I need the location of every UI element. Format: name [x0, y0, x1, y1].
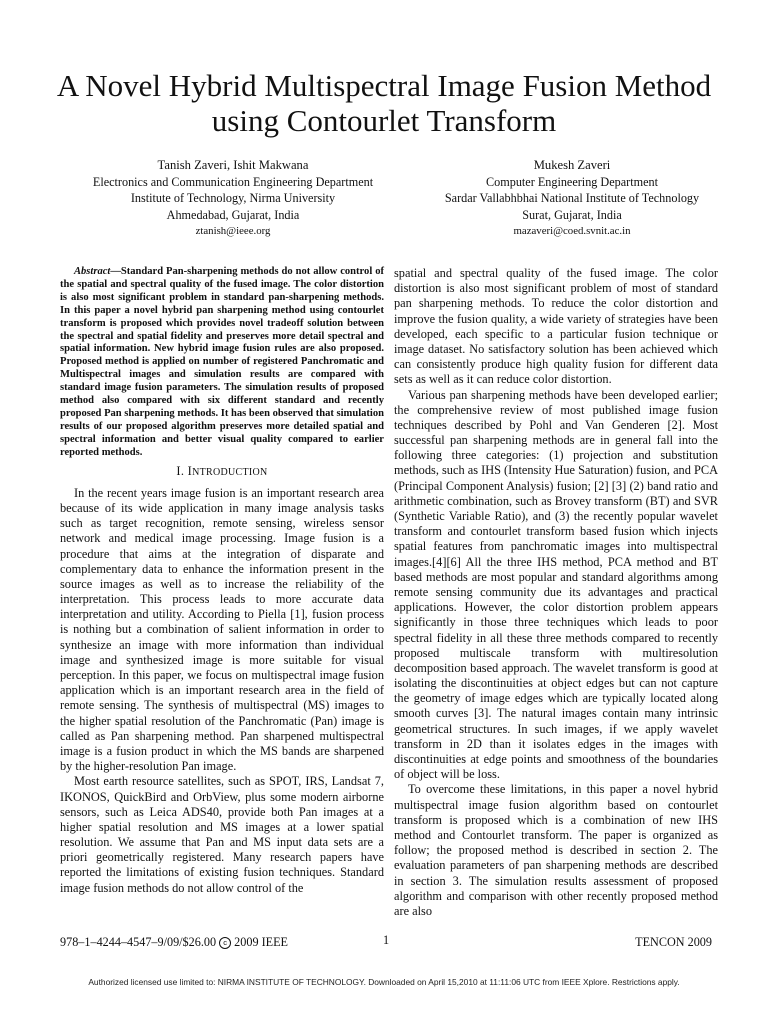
paper-title-line-2: using Contourlet Transform — [211, 103, 557, 138]
left-column — [60, 266, 384, 896]
section-number: I. — [176, 463, 185, 478]
authorized-use-notice: Authorized licensed use limited to: NIRMA INSTITUTE OF TECHNOLOGY. Downloaded on April 15,2010 at 11:11:06 UTC from IEEE Xplore. Restrictions apply. — [88, 977, 680, 987]
author-block-right — [392, 157, 752, 240]
section-title-initial: I — [187, 463, 193, 478]
abstract — [60, 266, 384, 460]
author-institute-right: Sardar Vallabhbhai National Institute of Technology — [444, 191, 700, 205]
author-location-left: Ahmedabad, Gujarat, India — [166, 207, 300, 222]
author-location-right: Surat, Gujarat, India — [522, 207, 622, 222]
body-paragraph: To overcome these limitations, in this paper a novel hybrid multispectral image fusion algorithm based on contourlet transform is proposed which is a combination of new IHS method and Contourlet transform. The paper is organized as follow; the proposed method is described in section 2. The evaluation parameters of pan sharpening methods are described in section 3. The simulation results assessment of proposed algorithm and comparison with other recently proposed method are also — [394, 782, 718, 918]
author-names-left: Tanish Zaveri, Ishit Makwana — [157, 158, 309, 172]
paper-title-line-1: A Novel Hybrid Multispectral Image Fusion Method — [56, 68, 712, 103]
author-dept-left: Electronics and Communication Engineering Department — [92, 174, 374, 189]
paper-title — [40, 68, 728, 138]
author-institute-left: Institute of Technology, Nirma University — [130, 191, 336, 205]
body-paragraph: In the recent years image fusion is an important research area because of its wide application in many image analysis tasks such as target recognition, remote sensing, wireless sensor network and medical image processing. Image fusion is a procedure that aims at the integration of disparate and complementary data to enhance the information present in the source images as well as to increase the reliability of the interpretation. This process leads to more accurate data interpretation and utility. According to Piella [1], fusion process is nothing but a combination of salient information in order to synthesize an image with more information than individual image and synthesized image is more suitable for visual perception. In this paper, we focus on multispectral image fusion application which is an important research area in the field of remote sensing. The synthesis of multispectral (MS) images to the higher spatial resolution of the Panchromatic (Pan) image is called as Pan sharpening method. Pan sharpened multispectral image is a fusion product in which the MS bands are sharpened by the higher-resolution Pan image. — [60, 485, 384, 774]
author-dept-right: Computer Engineering Department — [486, 174, 658, 189]
footer-isbn-prefix: 978–1–4244–4547–9/09/$26.00 — [60, 935, 217, 949]
body-paragraph: spatial and spectral quality of the fused image. The color distortion is also most significant problem of most of standard pan sharpening methods. To reduce the color distortion and improve the fusion quality, a wide variety of strategies have been developed, each specific to a particular fusion technique or image dataset. No satisfactory solution has been achieved which can consistently produce high quality fusion for different data sets as well as it can reduce color distortion. — [394, 266, 718, 387]
section-heading-introduction — [60, 464, 384, 480]
author-names-right: Mukesh Zaveri — [533, 158, 611, 172]
section-title-rest: NTRODUCTION — [192, 466, 268, 478]
author-email-left: ztanish@ieee.org — [195, 225, 271, 237]
copyright-icon: c — [219, 937, 231, 949]
author-email-right: mazaveri@coed.svnit.ac.in — [513, 225, 631, 237]
abstract-text: —Standard Pan-sharpening methods do not allow control of the spatial and spectral quality of the fused image. The color distortion is also most significant problem in standard pan-sharpening methods. In this paper a novel hybrid pan sharpening method using contourlet transform is proposed which provides novel tradeoff solution between the spectral and spatial fidelity and preserves more detail spectral and spatial information. New hybrid image fusion rules are also proposed. Proposed method is applied on number of registered Panchromatic and Multispectral images and simulation results are compared with standard image fusion parameters. The simulation results of proposed method also compared with six different standard and recently proposed Pan sharpening methods. It has been observed that simulation results of our proposed algorithm preserves more detailed spatial and spectral information and better visual quality compared to earlier reported methods. — [60, 266, 384, 458]
footer-isbn-suffix: 2009 IEEE — [234, 935, 288, 949]
abstract-label: Abstract — [74, 266, 111, 277]
body-paragraph: Most earth resource satellites, such as SPOT, IRS, Landsat 7, IKONOS, QuickBird and OrbView, plus some modern airborne sensors, such as Leica ADS40, provide both Pan images at a higher spatial resolution and MS images at a lower spatial resolution. We assume that Pan and MS input data sets are a priori geometrically registered. Many research papers have reported the limitations of existing fusion techniques. Standard image fusion methods do not allow control of the — [60, 774, 384, 895]
right-column — [394, 266, 718, 919]
author-block-left — [50, 157, 416, 240]
page-number: 1 — [382, 933, 390, 947]
footer-conference: TENCON 2009 — [635, 935, 712, 949]
body-paragraph: Various pan sharpening methods have been developed earlier; the comprehensive review of most published image fusion techniques described by Pohl and Van Genderen [2]. Most successful pan sharpening methods are in general fall into the following three categories: (1) projection and substitution methods, such as IHS (Intensity Hue Saturation) fusion, and PCA (Principal Component Analysis) fusion; [2] [3] (2) band ratio and arithmetic combination, such as Brovey transform (BT) and SVR (Synthetic Variable Ratio), and (3) the recently popular wavelet transform and contourlet transform based fusion which injects spatial features from panchromatic images into multispectral images.[4][6] All the three IHS method, PCA method and BT based methods are most popular and standard algorithms among remote sensing community due its advantages and practical applications. However, the color distortion problem appears significantly in those three techniques which leads to poor spectral fidelity in all these three methods compared to recently proposed multiscale transform with multiresolution decomposition based approach. The wavelet transform is good at isolating the discontinuities at object edges but can not capture the geometry of image edges which are typically located along smooth curves [3]. The natural images contain many intrinsic geometrical structures. In such images, if we apply wavelet transform in 2D than it isolates edges in the images with discontinuities at edge points and smoothness of the boundaries of object will be loss. — [394, 387, 718, 782]
page-footer — [60, 935, 712, 951]
